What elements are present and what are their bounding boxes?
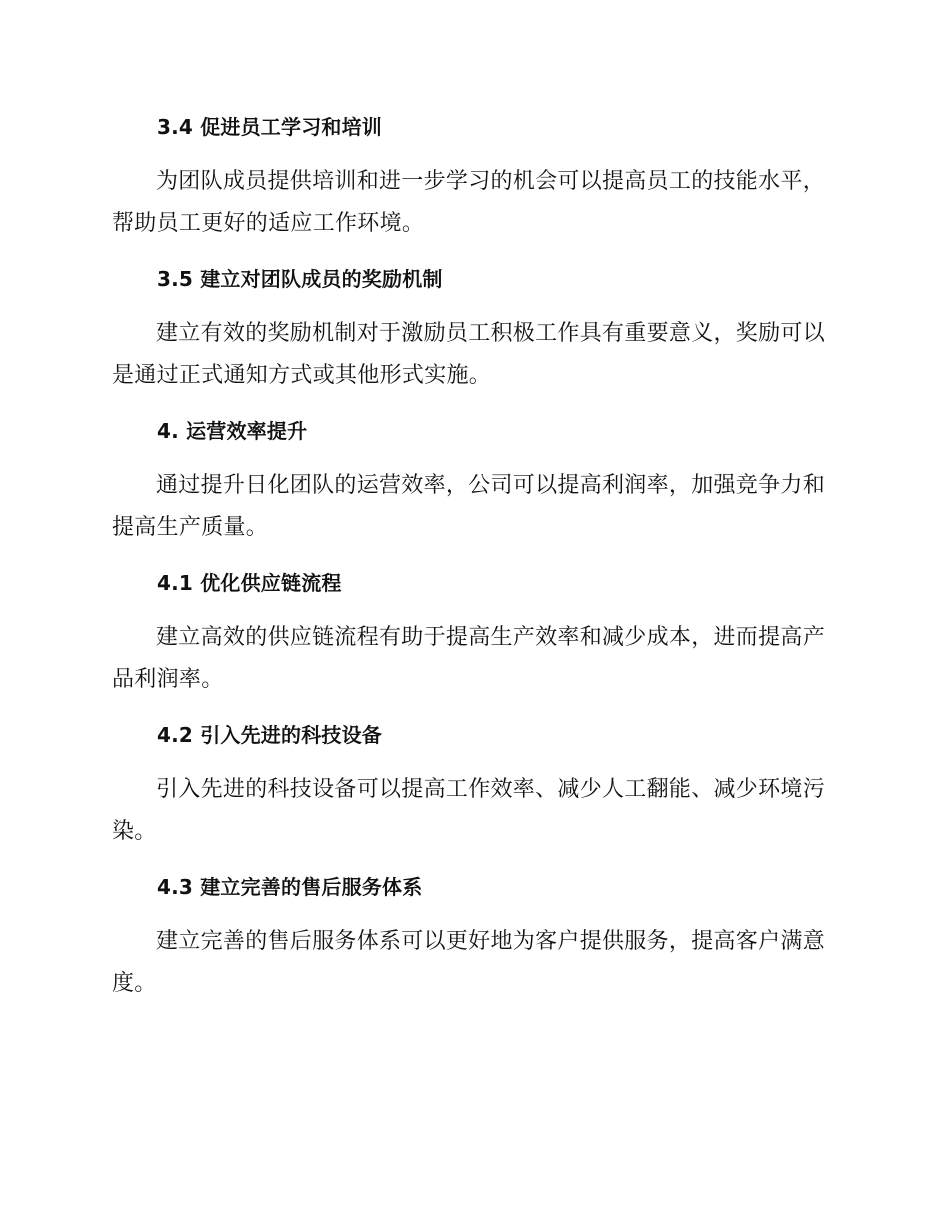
section-paragraph-3-5: 建立有效的奖励机制对于激励员工积极工作具有重要意义，奖励可以是通过正式通知方式或其他形式实施。 [112,321,826,388]
section-paragraph-4: 通过提升日化团队的运营效率，公司可以提高利润率，加强竞争力和提高生产质量。 [112,473,826,540]
section-heading-3-4: 3.4 促进员工学习和培训 [157,115,382,139]
section-heading-4-1: 4.1 优化供应链流程 [157,571,342,595]
section-heading-4: 4. 运营效率提升 [157,419,308,443]
section-paragraph-3-4: 为团队成员提供培训和进一步学习的机会可以提高员工的技能水平，帮助员工更好的适应工作环境。 [112,169,826,236]
section-paragraph-4-1: 建立高效的供应链流程有助于提高生产效率和减少成本，进而提高产品利润率。 [112,625,826,692]
section-paragraph-4-3: 建立完善的售后服务体系可以更好地为客户提供服务，提高客户满意度。 [112,929,826,996]
section-heading-4-3: 4.3 建立完善的售后服务体系 [157,875,423,899]
section-paragraph-4-2: 引入先进的科技设备可以提高工作效率、减少人工翻能、减少环境污染。 [112,777,826,844]
section-heading-4-2: 4.2 引入先进的科技设备 [157,723,382,747]
section-heading-3-5: 3.5 建立对团队成员的奖励机制 [157,267,443,291]
